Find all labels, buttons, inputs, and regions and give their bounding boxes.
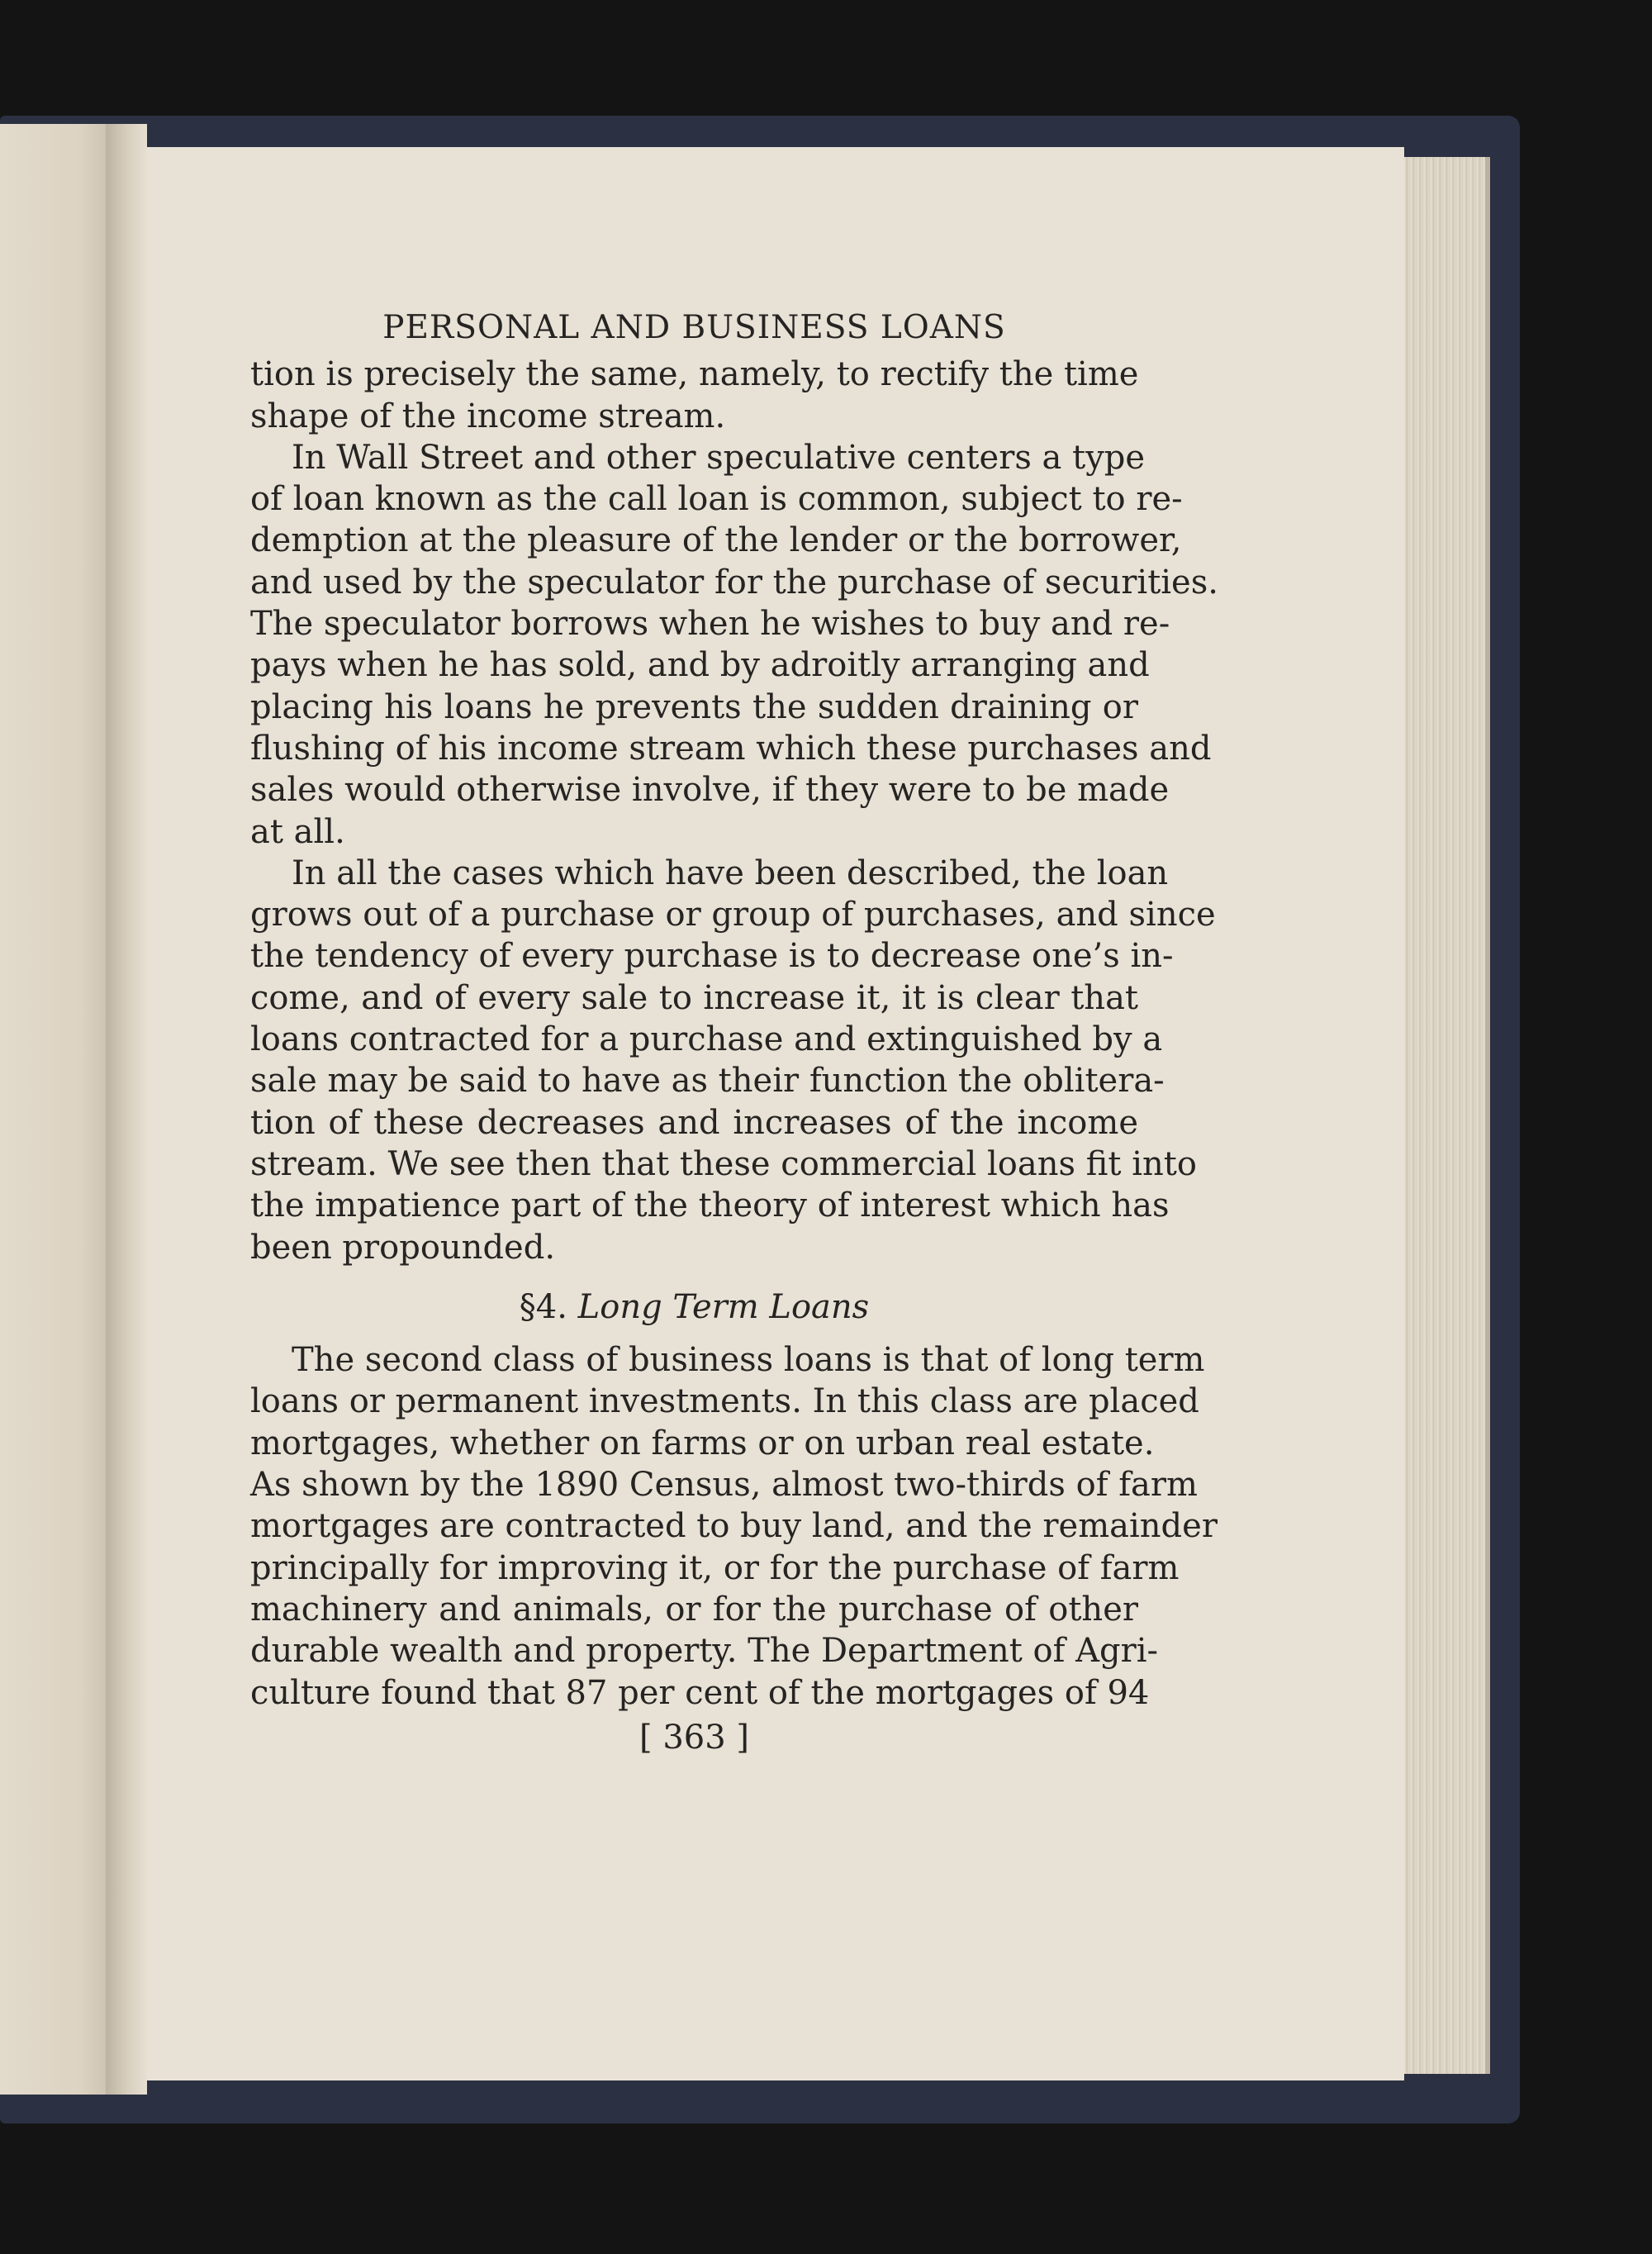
text-line: tion of these decreases and increases of the income — [250, 1103, 1138, 1142]
section-heading — [250, 1286, 1138, 1328]
text-line: the tendency of every purchase is to decrease one’s in- — [250, 937, 1174, 976]
book-gutter — [106, 124, 147, 2095]
text-line: placing his loans he prevents the sudden draining or — [250, 687, 1138, 726]
text-line: been propounded. — [250, 1228, 556, 1267]
text-line: The second class of business loans is that of long term — [292, 1341, 1205, 1380]
left-page-edge — [0, 124, 116, 2095]
text-line: pays when he has sold, and by adroitly arranging and — [250, 646, 1150, 685]
running-head: PERSONAL AND BUSINESS LOANS — [382, 309, 1006, 346]
paragraph — [250, 853, 1216, 1268]
body-paragraphs — [250, 354, 1218, 1268]
section-title: Long Term Loans — [577, 1287, 870, 1326]
text-line: and used by the speculator for the purchase of securities. — [250, 563, 1218, 602]
text-line: sale may be said to have as their function the oblitera- — [250, 1062, 1165, 1101]
text-line: at all. — [250, 812, 345, 851]
section-number: §4. — [519, 1287, 567, 1326]
text-line: flushing of his income stream which these purchases and — [250, 729, 1212, 768]
text-line: culture found that 87 per cent of the mortgages of 94 — [250, 1673, 1150, 1712]
section-paragraph — [250, 1339, 1218, 1714]
text-line: loans or permanent investments. In this class are placed — [250, 1382, 1199, 1421]
text-line: In all the cases which have been described, the loan — [292, 854, 1169, 892]
text-line: sales would otherwise involve, if they were to be made — [250, 771, 1170, 810]
paragraph — [250, 437, 1218, 853]
text-line: In Wall Street and other speculative centers a type — [292, 438, 1146, 477]
text-line: of loan known as the call loan is common, subject to re- — [250, 480, 1183, 519]
page-text — [250, 307, 1218, 1758]
text-line: grows out of a purchase or group of purchases, and since — [250, 896, 1216, 934]
text-line: come, and of every sale to increase it, it is clear that — [250, 978, 1138, 1017]
paragraph — [250, 354, 1138, 437]
text-line: the impatience part of the theory of interest which has — [250, 1186, 1170, 1225]
page-stack-edge — [1396, 157, 1490, 2074]
text-line: As shown by the 1890 Census, almost two-thirds of farm — [250, 1466, 1198, 1505]
page-number: [ 363 ] — [639, 1718, 749, 1757]
text-line: stream. We see then that these commercial loans fit into — [250, 1144, 1197, 1183]
text-line: machinery and animals, or for the purchase of other — [250, 1590, 1138, 1629]
text-line: loans contracted for a purchase and extinguished by a — [250, 1020, 1163, 1059]
paragraph — [250, 1339, 1218, 1714]
text-line: durable wealth and property. The Department of Agri- — [250, 1632, 1159, 1671]
text-line: tion is precisely the same, namely, to rectify the time — [250, 355, 1139, 394]
text-line: principally for improving it, or for the purchase of farm — [250, 1548, 1180, 1587]
text-line: shape of the income stream. — [250, 397, 726, 435]
text-line: demption at the pleasure of the lender or the borrower, — [250, 521, 1182, 560]
text-line: The speculator borrows when he wishes to buy and re- — [250, 605, 1170, 644]
text-line: mortgages, whether on farms or on urban real estate. — [250, 1424, 1155, 1462]
text-line: mortgages are contracted to buy land, and the remainder — [250, 1507, 1218, 1546]
